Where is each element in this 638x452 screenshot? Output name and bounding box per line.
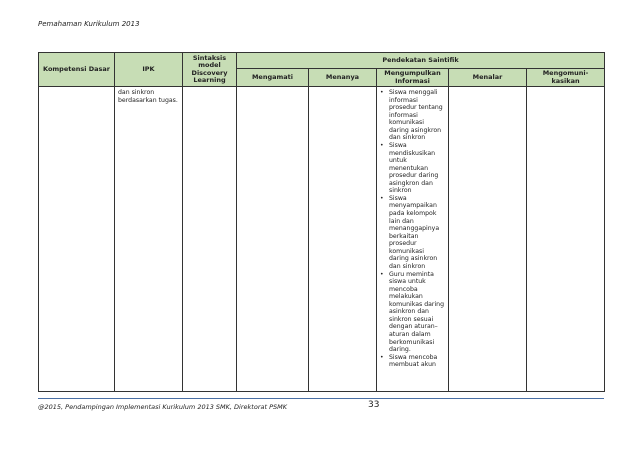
running-header: Pemahaman Kurikulum 2013: [38, 20, 140, 28]
col-mengomunikasikan: Mengomuni-kasikan: [527, 69, 605, 87]
footer-text: @2015, Pendampingan Implementasi Kurikulum 2013 SMK, Direktorat PSMK: [38, 403, 288, 411]
list-item: • Siswa menggali informasi prosedur tentang informasi komunikasi daring asingkron dan sinkron: [380, 89, 443, 142]
list-item: • Guru meminta siswa untuk mencoba melakukan komunikas daring asinkron dan sinkron sesuai dengan aturan–aturan dalam berkomunikasi daring.: [380, 270, 445, 354]
bullet-icon: •: [380, 141, 384, 149]
cell-sintaksis: [183, 87, 237, 392]
footer-divider: [38, 398, 604, 399]
learning-table: [38, 52, 605, 392]
info-bullet-list: [380, 89, 445, 369]
col-mengamati: Mengamati: [237, 69, 309, 87]
list-item: • Siswa mendiskusikan untuk menentukan prosedur daring asingkron dan sinkron: [380, 141, 439, 195]
bullet-icon: •: [380, 270, 384, 278]
cell-ipk: dan sinkron berdasarkan tugas.: [115, 87, 183, 392]
cell-menanya: [309, 87, 377, 392]
col-group-saintifik: Pendekatan Saintifik: [237, 53, 605, 69]
page-footer: [38, 398, 604, 416]
table-row: [39, 87, 605, 392]
col-menanya: Menanya: [309, 69, 377, 87]
list-item: • Siswa mencoba membuat akun: [380, 353, 438, 369]
bullet-icon: •: [380, 353, 384, 361]
col-mengumpulkan-informasi: Mengumpulkan Informasi: [377, 69, 449, 87]
col-menalar: Menalar: [449, 69, 527, 87]
cell-mengumpulkan-informasi: [377, 87, 449, 392]
col-ipk: IPK: [115, 53, 183, 87]
list-item: • Siswa menyampaikan pada kelompok lain dan menanggapinya berkaitan prosedur komunikasi daring asinkron dan sinkron: [380, 194, 440, 270]
cell-menalar: [449, 87, 527, 392]
bullet-icon: •: [380, 194, 384, 202]
cell-kompetensi: [39, 87, 115, 392]
cell-mengomunikasikan: [527, 87, 605, 392]
page-number: 33: [368, 400, 380, 410]
col-kompetensi-dasar: Kompetensi Dasar: [39, 53, 115, 87]
bullet-icon: •: [380, 89, 384, 96]
cell-mengamati: [237, 87, 309, 392]
col-sintaksis: Sintaksis model Discovery Learning: [183, 53, 237, 87]
